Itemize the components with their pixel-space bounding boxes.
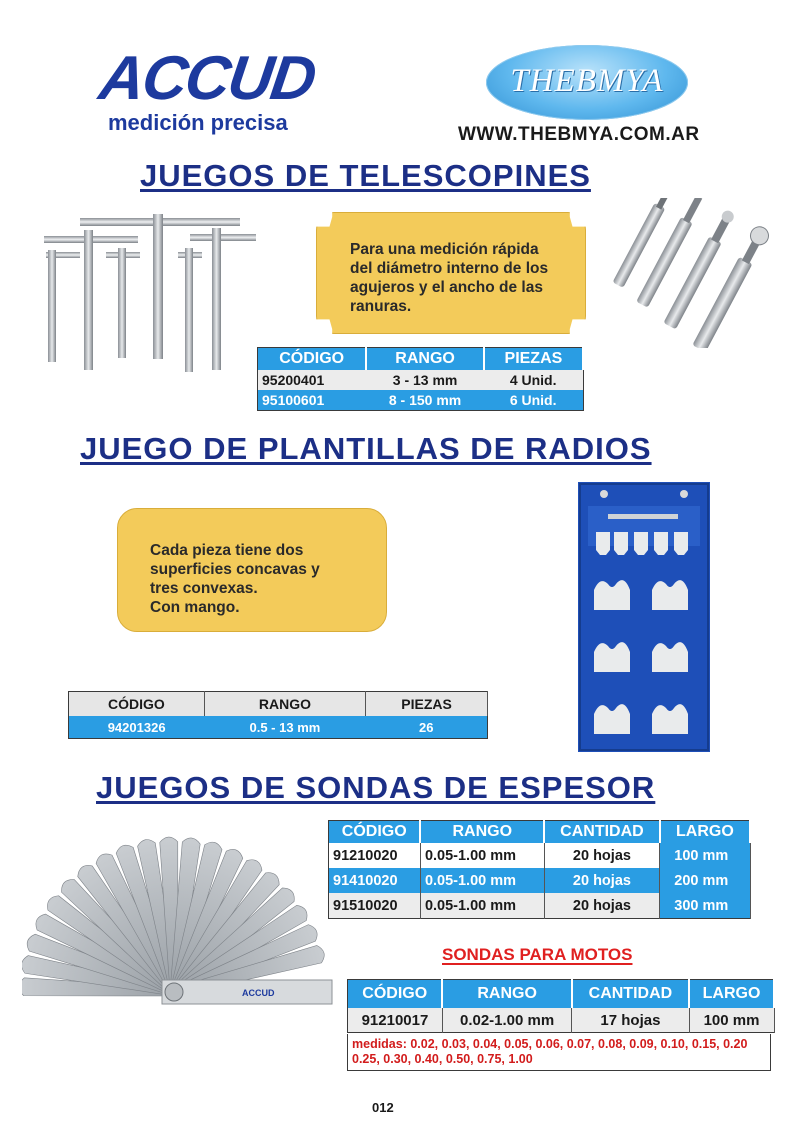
cell-piezas: 6 Unid. xyxy=(484,390,583,411)
accud-logo-word: ACCUD xyxy=(95,44,319,113)
cell-rango: 3 - 13 mm xyxy=(366,370,484,390)
table-row xyxy=(329,868,751,893)
table-row xyxy=(258,370,584,390)
cell-piezas: 4 Unid. xyxy=(484,370,583,390)
cell-rango: 0.02-1.00 mm xyxy=(442,1008,571,1033)
section-title-motos: SONDAS PARA MOTOS xyxy=(442,945,633,964)
section-title-radios: JUEGO DE PLANTILLAS DE RADIOS xyxy=(80,431,652,466)
description-line: Con mango. xyxy=(150,599,240,616)
description-line: agujeros y el ancho de las xyxy=(350,279,543,296)
cell-codigo: 94201326 xyxy=(69,716,205,739)
description-line: Para una medición rápida xyxy=(350,241,539,258)
description-line: ranuras. xyxy=(350,298,412,315)
measurements-list: medidas: 0.02, 0.03, 0.04, 0.05, 0.06, 0.07, 0.08, 0.09, 0.10, 0.15, 0.20 0.25, 0.30, 0.40, 0.50, 0.75, 1.00 xyxy=(347,1034,771,1071)
cell-rango: 0.05-1.00 mm xyxy=(420,843,544,868)
cell-cantidad: 20 hojas xyxy=(544,843,660,868)
cell-cantidad: 20 hojas xyxy=(544,868,660,893)
cell-largo: 200 mm xyxy=(660,868,750,893)
website-url: WWW.THEBMYA.COM.AR xyxy=(458,124,700,145)
table-row xyxy=(329,843,751,868)
radius-gauge-set-image xyxy=(578,482,710,752)
header-codigo: CÓDIGO xyxy=(348,980,443,1009)
section-title-sondas: JUEGOS DE SONDAS DE ESPESOR xyxy=(96,770,656,805)
header-codigo: CÓDIGO xyxy=(329,821,421,844)
cell-rango: 8 - 150 mm xyxy=(366,390,484,411)
table-motos xyxy=(347,979,775,1033)
header-codigo: CÓDIGO xyxy=(69,692,205,717)
cell-codigo: 91210020 xyxy=(329,843,421,868)
cell-codigo: 95200401 xyxy=(258,370,367,390)
thebmya-logo-word: THEBMYA xyxy=(510,63,664,99)
page-number: 012 xyxy=(372,1100,394,1115)
header-rango: RANGO xyxy=(366,348,484,371)
table-row xyxy=(329,893,751,919)
cell-codigo: 91410020 xyxy=(329,868,421,893)
cell-cantidad: 17 hojas xyxy=(572,1008,689,1033)
table-sondas xyxy=(328,820,751,919)
description-line: tres convexas. xyxy=(150,580,258,597)
description-line: Cada pieza tiene dos xyxy=(150,542,304,559)
cell-rango: 0.5 - 13 mm xyxy=(204,716,365,739)
cell-codigo: 91210017 xyxy=(348,1008,443,1033)
table-row xyxy=(258,390,584,411)
description-line: superficies concavas y xyxy=(150,561,320,578)
header-cantidad: CANTIDAD xyxy=(572,980,689,1009)
cell-rango: 0.05-1.00 mm xyxy=(420,893,544,919)
table-telescopines xyxy=(257,347,584,411)
feeler-gauge-set-image xyxy=(22,820,352,1020)
header-piezas: PIEZAS xyxy=(484,348,583,371)
small-bore-gauges-image xyxy=(596,198,786,348)
description-line: del diámetro interno de los xyxy=(350,260,549,277)
cell-cantidad: 20 hojas xyxy=(544,893,660,919)
description-telescopines xyxy=(350,240,570,316)
feeler-blades xyxy=(22,837,326,1001)
cell-rango: 0.05-1.00 mm xyxy=(420,868,544,893)
svg-text:ACCUD: ACCUD xyxy=(242,988,275,998)
telescoping-gauges-image xyxy=(40,214,270,374)
cell-codigo: 95100601 xyxy=(258,390,367,411)
header-piezas: PIEZAS xyxy=(366,692,488,717)
header-rango: RANGO xyxy=(420,821,544,844)
description-radios xyxy=(150,541,360,617)
table-radios xyxy=(68,691,488,739)
accud-tagline: medición precisa xyxy=(108,110,288,135)
table-row xyxy=(348,1008,775,1033)
cell-piezas: 26 xyxy=(366,716,488,739)
header-rango: RANGO xyxy=(442,980,571,1009)
header-rango: RANGO xyxy=(204,692,365,717)
section-title-telescopines: JUEGOS DE TELESCOPINES xyxy=(140,158,591,193)
table-row xyxy=(69,716,488,739)
cell-largo: 100 mm xyxy=(689,1008,774,1033)
header-codigo: CÓDIGO xyxy=(258,348,367,371)
cell-largo: 300 mm xyxy=(660,893,750,919)
cell-largo: 100 mm xyxy=(660,843,750,868)
accud-logo xyxy=(95,44,340,138)
header-cantidad: CANTIDAD xyxy=(544,821,660,844)
thebmya-logo xyxy=(486,45,688,120)
cell-codigo: 91510020 xyxy=(329,893,421,919)
header-largo: LARGO xyxy=(660,821,750,844)
header-largo: LARGO xyxy=(689,980,774,1009)
